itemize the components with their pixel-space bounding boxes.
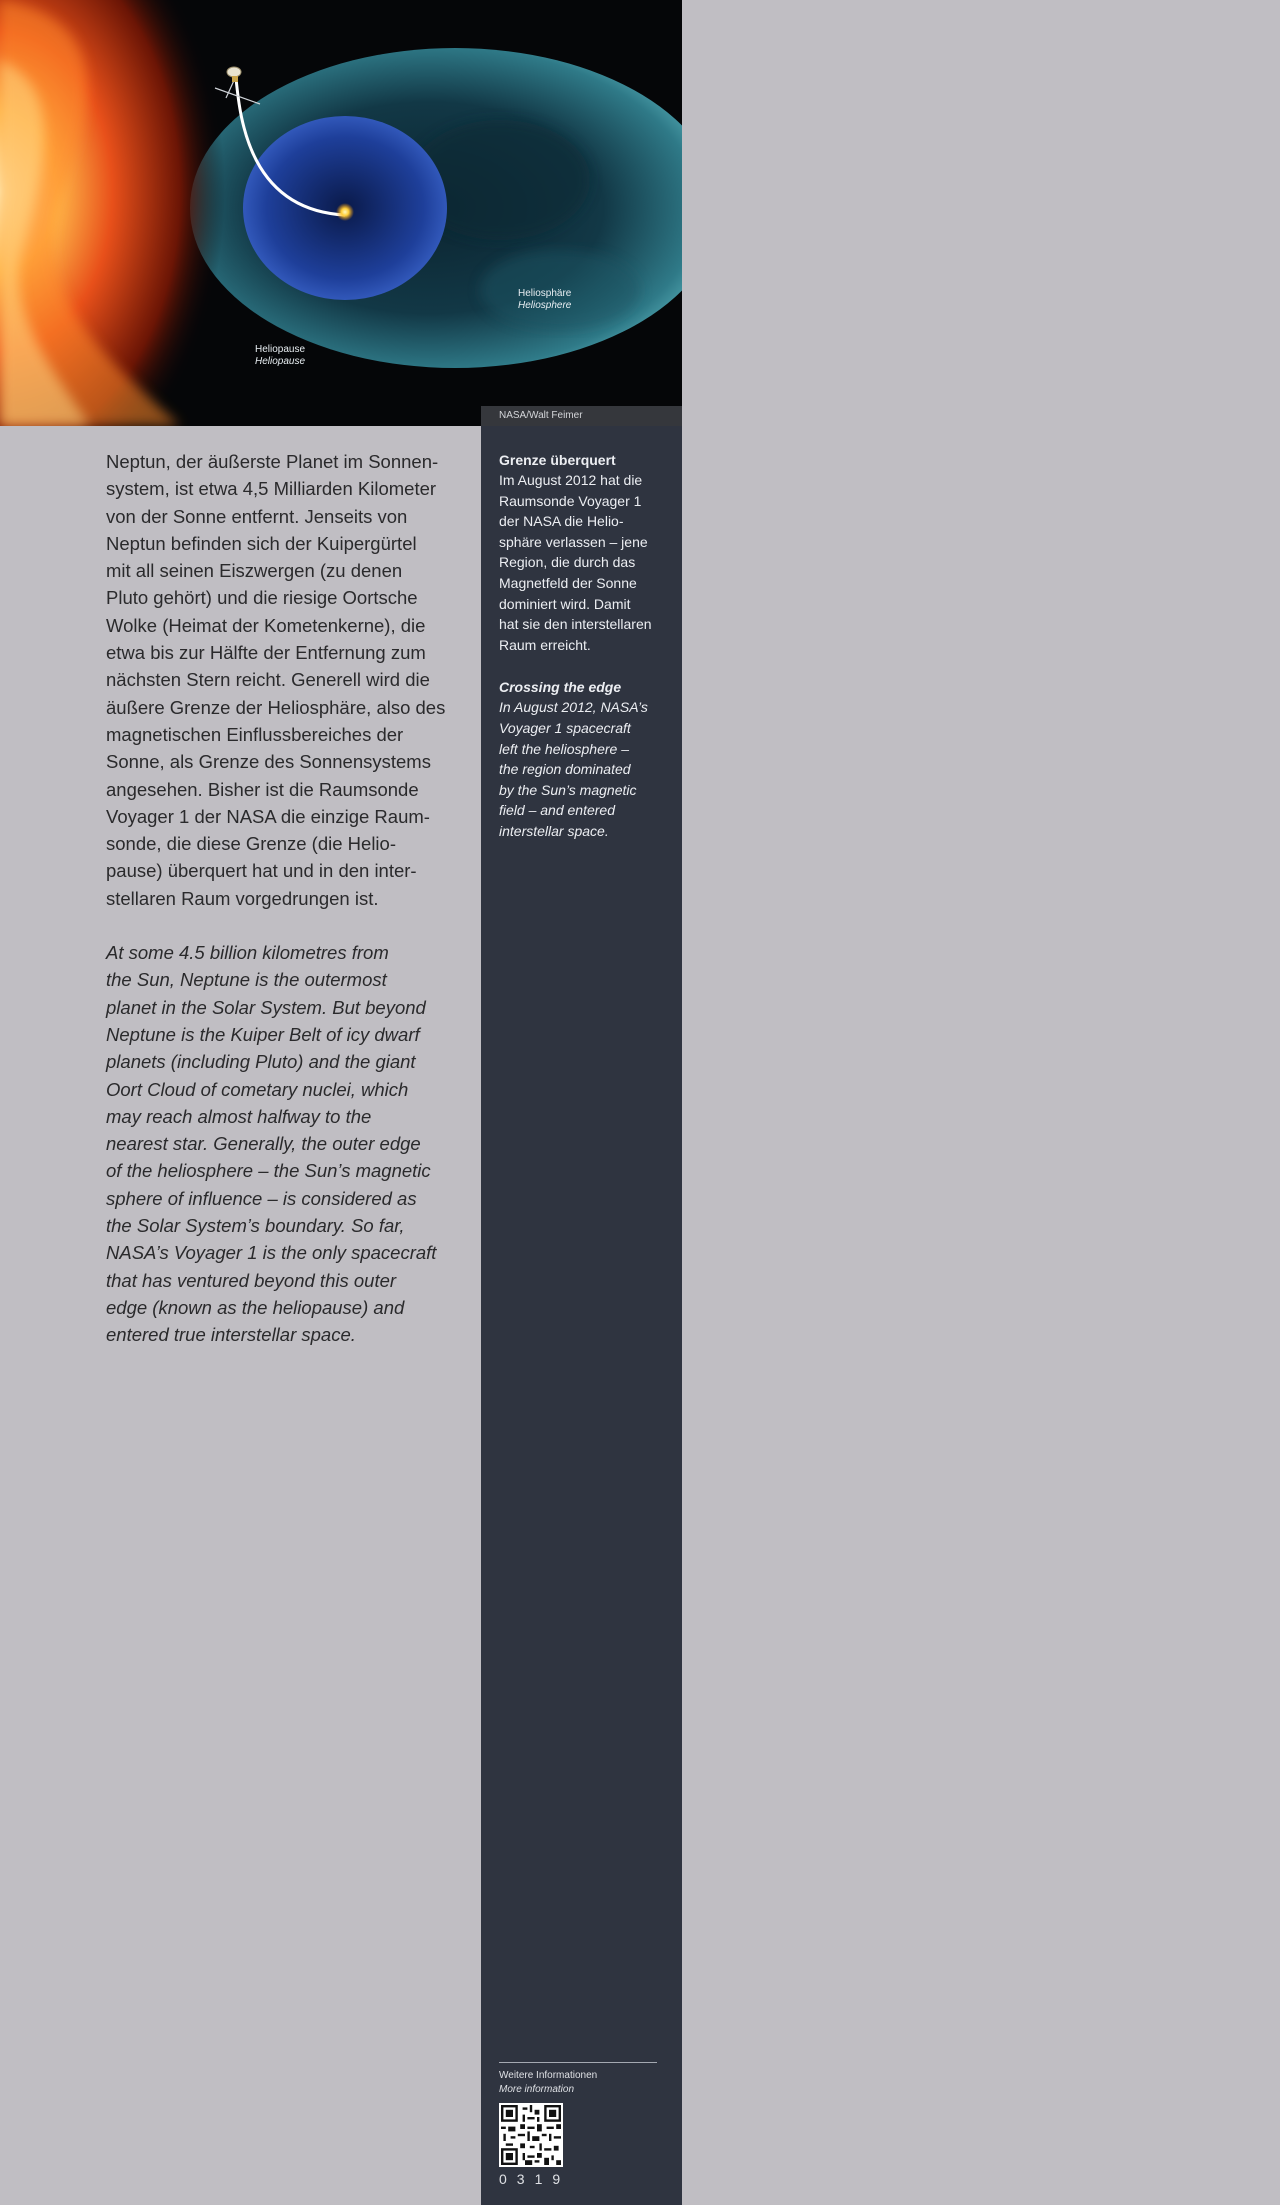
- qr-code-pattern: [501, 2105, 561, 2165]
- sun-icon: [336, 203, 354, 221]
- heliosphere-label-en: Heliosphere: [518, 300, 572, 311]
- qr-code[interactable]: [499, 2103, 563, 2167]
- more-information-de: Weitere Informationen: [499, 2070, 598, 2081]
- heliopause-label: [255, 344, 305, 368]
- info-sidebar: [481, 426, 682, 2205]
- heliopause-label-de: Heliopause: [255, 344, 306, 355]
- heliopause-label-en: Heliopause: [255, 356, 306, 367]
- exhibit-code: 0319: [499, 2171, 571, 2187]
- hero-illustration: [0, 0, 682, 426]
- sidebar-body-de: Im August 2012 hat die Raumsonde Voyager 1 der NASA die Helio- sphäre verlassen – jene Region, die durch das Magnetfeld der Sonne dominiert wird. Damit hat sie den interstellaren Raum erreicht.: [499, 472, 652, 653]
- sidebar-title-de: Grenze überquert: [499, 452, 616, 468]
- german-paragraph: Neptun, der äußerste Planet im Sonnen- system, ist etwa 4,5 Milliarden Kilometer von der Sonne entfernt. Jenseits von Neptun befinden sich der Kuipergürtel mit all seinen Eiszwergen (zu denen Pluto gehört) und die riesige Oortsche Wolke (Heimat der Kometenkerne), die etwa bis zur Hälfte der Entfernung zum nächsten Stern reicht. Generell wird die äußere Grenze der Heliosphäre, also des magnetischen Einflussbereiches der Sonne, als Grenze des Sonnensystems angesehen. Bisher ist die Raumsonde Voyager 1 der NASA die einzige Raum- sonde, die diese Grenze (die Helio- pause) überquert hat und in den inter- stellaren Raum vorgedrungen ist.: [106, 451, 446, 909]
- heliosphere-label: [518, 288, 571, 312]
- more-information-en: More information: [499, 2084, 575, 2095]
- heliosphere-label-de: Heliosphäre: [518, 288, 572, 299]
- image-credit: NASA/Walt Feimer: [481, 406, 682, 426]
- sidebar-body-en: In August 2012, NASA’s Voyager 1 spacecraft left the heliosphere – the region dominated by the Sun’s magnetic field – and entered interstellar space.: [499, 699, 648, 839]
- english-paragraph: At some 4.5 billion kilometres from the Sun, Neptune is the outermost planet in the Solar System. But beyond Neptune is the Kuiper Belt of icy dwarf planets (including Pluto) and the giant Oort Cloud of cometary nuclei, which may reach almost halfway to the nearest star. Generally, the outer edge of the heliosphere – the Sun’s magnetic sphere of influence – is considered as the Solar System’s boundary. So far, NASA’s Voyager 1 is the only spacecraft that has ventured beyond this outer edge (known as the heliopause) and entered true interstellar space.: [106, 942, 437, 1346]
- sidebar-title-en: Crossing the edge: [499, 679, 622, 696]
- main-text: [106, 448, 452, 1349]
- more-information: [499, 2062, 657, 2187]
- heliosphere-illustration: [0, 0, 682, 426]
